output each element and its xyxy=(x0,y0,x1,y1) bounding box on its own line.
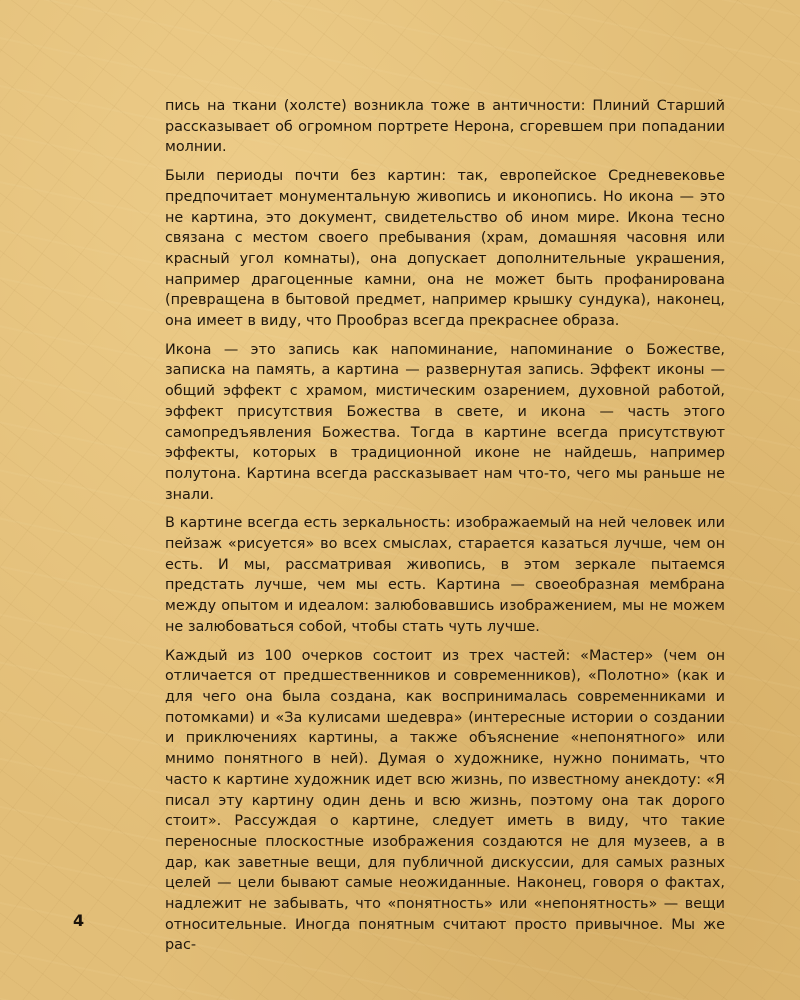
paragraph-continuation: пись на ткани (холсте) возникла тоже в античности: Плиний Старший рассказывает об огромном портрете Нерона, сгоревшем при попадании молнии. xyxy=(165,98,725,156)
paragraph-essay-structure: Каждый из 100 очерков состоит из трех частей: «Мастер» (чем он отличается от предшественников и современников), «Полотно» (как и для чего она была создана, как воспринималась современниками и потомками) и «За кулисами шедевра» (интересные истории о создании и приключениях картины, а также объяснение «непонятного» или мнимо понятного в ней). Думая о художнике, нужно понимать, что часто к картине художник идет всю жизнь, по известному анекдоту: «Я писал эту картину один день и всю жизнь, поэтому она так дорого стоит». Рассуждая о картине, следует иметь в виду, что такие переносные плоскостные изображения создаются не для музеев, а в дар, как заветные вещи, для публичной дискуссии, для самых разных целей — цели бывают самые неожиданные. Наконец, говоря о фактах, надлежит не забывать, что «понятность» или «непонятность» — вещи относительные. Иногда понятным считают просто привычное. Мы же рас- xyxy=(165,647,725,954)
body-text xyxy=(165,96,725,964)
paragraph-middle-ages: Были периоды почти без картин: так, европейское Средневековье предпочитает монументальную живопись и иконопись. Но икона — это не картина, это документ, свидетельство об ином мире. Икона тесно связана с местом своего пребывания (храм, домашняя часовня или красный угол комнаты), она допускает дополнительные украшения, например драгоценные камни, она не может быть профанирована (превращена в бытовой предмет, например крышку сундука), наконец, она имеет в виду, что Прообраз всегда прекраснее образа. xyxy=(165,168,725,330)
page-number: 4 xyxy=(73,911,85,930)
paragraph-icon-as-record: Икона — это запись как напоминание, напоминание о Божестве, записка на память, а картина — развернутая запись. Эффект иконы — общий эффект с храмом, мистическим озарением, духовной работой, эффект присутствия Божества в свете, и икона — часть этого самопредъявления Божества. Тогда в картине всегда присутствуют эффекты, которых в традиционной иконе не найдешь, например полутона. Картина всегда рассказывает нам что-то, чего мы раньше не знали. xyxy=(165,341,725,503)
paragraph-mirror: В картине всегда есть зеркальность: изображаемый на ней человек или пейзаж «рисуется» во всех смыслах, старается казаться лучше, чем он есть. И мы, рассматривая живопись, в этом зеркале пытаемся предстать лучше, чем мы есть. Картина — своеобразная мембрана между опытом и идеалом: залюбовавшись изображением, мы не можем не залюбоваться собой, чтобы стать чуть лучше. xyxy=(165,515,725,635)
